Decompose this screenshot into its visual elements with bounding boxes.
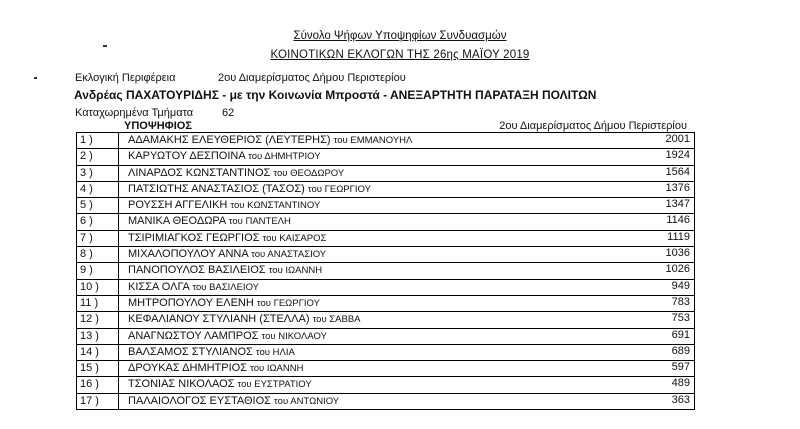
table-row	[76, 329, 695, 345]
column-divider	[118, 394, 119, 409]
candidate-name	[128, 167, 344, 179]
candidate-name	[128, 199, 320, 211]
candidate-surname-given: ΤΣΙΡΙΜΙΑΓΚΟΣ ΓΕΩΡΓΙΟΣ	[128, 231, 260, 244]
row-number: 15 )	[80, 362, 99, 375]
table-body	[76, 133, 695, 410]
scan-speck	[34, 77, 37, 79]
candidate-name	[128, 248, 326, 260]
column-divider	[118, 247, 119, 262]
row-number: 12 )	[80, 313, 99, 326]
column-divider	[118, 198, 119, 213]
table-row	[76, 231, 695, 247]
vote-count: 363	[671, 393, 690, 406]
candidate-surname-given: ΜΑΝΙΚΑ ΘΕΟΔΩΡΑ	[128, 215, 226, 228]
candidate-name	[128, 346, 295, 358]
table-row	[76, 198, 695, 214]
candidate-surname-given: ΡΟΥΣΣΗ ΑΓΓΕΛΙΚΗ	[128, 199, 228, 212]
column-divider	[118, 231, 119, 246]
candidate-patronymic: του ΣΑΒΒΑ	[312, 314, 361, 326]
counted-sections-value: 62	[222, 107, 235, 119]
vote-count: 1026	[665, 263, 690, 276]
candidate-patronymic: του ΔΗΜΗΤΡΙΟΥ	[248, 151, 321, 163]
candidate-name	[128, 215, 291, 227]
row-number: 6 )	[80, 215, 93, 228]
row-number: 7 )	[80, 231, 93, 244]
row-number: 10 )	[80, 280, 99, 293]
candidate-patronymic: του ΘΕΟΔΩΡΟΥ	[273, 167, 345, 179]
candidate-name	[128, 150, 321, 162]
candidate-name	[128, 281, 259, 293]
table-row	[76, 280, 695, 296]
table-row	[76, 394, 695, 410]
table-header	[76, 120, 695, 133]
vote-count: 949	[671, 279, 690, 292]
table-row	[76, 345, 695, 361]
row-number: 16 )	[80, 378, 99, 391]
candidate-name	[128, 264, 322, 276]
candidate-patronymic: του ΓΕΩΡΓΙΟΥ	[256, 297, 320, 309]
column-divider	[118, 166, 119, 181]
table-row	[76, 361, 695, 377]
table-row	[76, 149, 695, 165]
row-number: 17 )	[80, 394, 99, 407]
column-header-area: 2ου Διαμερίσματος Δήμου Περιστερίου	[499, 120, 687, 132]
candidate-patronymic: του ΑΝΤΩΝΙΟΥ	[274, 395, 340, 407]
table-row	[76, 166, 695, 182]
counted-sections-label: Καταχωρημένα Τμήματα	[75, 107, 194, 119]
candidate-patronymic: του ΕΜΜΑΝΟΥΗΛ	[333, 135, 413, 146]
candidate-patronymic: του ΚΩΝΣΤΑΝΤΙΝΟΥ	[230, 200, 321, 212]
candidate-name	[128, 183, 371, 195]
column-divider	[118, 149, 119, 164]
vote-count: 1924	[665, 149, 690, 162]
candidate-surname-given: ΔΡΟΥΚΑΣ ΔΗΜΗΤΡΙΟΣ	[128, 362, 248, 375]
column-divider	[118, 263, 119, 278]
vote-count: 783	[671, 295, 690, 308]
party-name: Ανδρέας ΠΑΧΑΤΟΥΡΙΔΗΣ - με την Κοινωνία Μπροστά - ΑΝΕΞΑΡΤΗΤΗ ΠΑΡΑΤΑΞΗ ΠΟΛΙΤΩΝ	[74, 88, 597, 102]
table-row	[76, 214, 695, 230]
column-divider	[118, 377, 119, 392]
column-divider	[118, 133, 119, 148]
column-divider	[118, 214, 119, 229]
vote-count: 753	[671, 312, 690, 325]
candidate-patronymic: του ΚΑΙΣΑΡΟΣ	[262, 232, 327, 244]
results-table	[76, 120, 695, 410]
candidate-surname-given: ΚΕΦΑΛΙΑΝΟΥ ΣΤΥΛΙΑΝΗ (ΣΤΕΛΛΑ)	[128, 313, 310, 326]
region-label: Εκλογική Περιφέρεια	[75, 72, 176, 84]
table-row	[76, 312, 695, 328]
table-row	[76, 182, 695, 198]
row-number: 11 )	[80, 296, 99, 309]
vote-count: 1146	[666, 214, 690, 227]
candidate-surname-given: ΒΑΛΣΑΜΟΣ ΣΤΥΛΙΑΝΟΣ	[128, 345, 253, 358]
candidate-patronymic: του ΓΕΩΡΓΙΟΥ	[307, 183, 371, 195]
candidate-surname-given: ΚΑΡΥΩΤΟΥ ΔΕΣΠΟΙΝΑ	[128, 150, 246, 163]
candidate-name	[128, 297, 320, 309]
candidate-name	[128, 330, 327, 342]
column-header-candidate: ΥΠΟΨΗΦΙΟΣ	[124, 120, 192, 132]
vote-count: 597	[671, 361, 690, 374]
candidate-patronymic: του ΙΩΑΝΝΗ	[250, 363, 304, 375]
candidate-name	[128, 362, 303, 374]
candidate-surname-given: ΜΗΤΡΟΠΟΥΛΟΥ ΕΛΕΝΗ	[128, 296, 254, 309]
candidate-surname-given: ΠΑΤΣΙΩΤΗΣ ΑΝΑΣΤΑΣΙΟΣ (ΤΑΣΟΣ)	[128, 182, 305, 195]
table-row	[76, 133, 695, 149]
candidate-surname-given: ΤΣΟΝΙΑΣ ΝΙΚΟΛΑΟΣ	[128, 378, 235, 391]
row-number: 4 )	[80, 182, 93, 195]
vote-count: 691	[671, 328, 690, 341]
vote-count: 1564	[665, 165, 690, 178]
vote-count: 1347	[665, 198, 690, 211]
row-number: 1 )	[80, 134, 93, 146]
candidate-name	[128, 313, 361, 325]
candidate-surname-given: ΑΝΑΓΝΩΣΤΟΥ ΛΑΜΠΡΟΣ	[128, 329, 259, 342]
candidate-name	[128, 134, 412, 146]
candidate-surname-given: ΛΙΝΑΡΔΟΣ ΚΩΝΣΤΑΝΤΙΝΟΣ	[128, 166, 271, 179]
candidate-surname-given: ΠΑΛΑΙΟΛΟΓΟΣ ΕΥΣΤΑΘΙΟΣ	[128, 394, 271, 407]
candidate-patronymic: του ΕΥΣΤΡΑΤΙΟΥ	[237, 379, 312, 391]
candidate-surname-given: ΚΙΣΣΑ ΟΛΓΑ	[128, 280, 190, 293]
column-divider	[118, 296, 119, 311]
row-number: 2 )	[80, 150, 93, 163]
candidate-name	[128, 378, 312, 390]
row-number: 14 )	[80, 345, 99, 358]
column-divider	[118, 182, 119, 197]
candidate-patronymic: του ΗΛΙΑ	[255, 346, 295, 358]
candidate-patronymic: του ΑΝΑΣΤΑΣΙΟΥ	[251, 249, 327, 261]
row-number: 8 )	[80, 248, 93, 261]
vote-count: 1119	[667, 230, 690, 243]
table-row	[76, 377, 695, 393]
row-number: 13 )	[80, 329, 99, 342]
candidate-patronymic: του ΠΑΝΤΕΛΗ	[228, 216, 291, 228]
table-row	[76, 263, 695, 279]
document-subtitle: ΚΟΙΝΟΤΙΚΩΝ ΕΚΛΟΓΩΝ ΤΗΣ 26ης ΜΑΪΟΥ 2019	[270, 49, 530, 61]
row-number: 9 )	[80, 264, 93, 277]
vote-count: 1376	[665, 181, 690, 194]
column-divider	[118, 361, 119, 376]
column-divider	[118, 345, 119, 360]
column-divider	[118, 329, 119, 344]
vote-count: 2001	[665, 133, 690, 145]
candidate-name	[128, 232, 326, 244]
vote-count: 489	[671, 377, 690, 390]
column-divider	[118, 280, 119, 295]
candidate-surname-given: ΠΑΝΟΠΟΥΛΟΣ ΒΑΣΙΛΕΙΟΣ	[128, 264, 266, 277]
region-value: 2ου Διαμερίσματος Δήμου Περιστερίου	[218, 72, 406, 84]
document-title: Σύνολο Ψήφων Υποψηφίων Συνδυασμών	[293, 30, 507, 42]
row-number: 5 )	[80, 199, 93, 212]
candidate-patronymic: του ΒΑΣΙΛΕΙΟΥ	[192, 281, 259, 293]
row-number: 3 )	[80, 166, 93, 179]
table-row	[76, 296, 695, 312]
vote-count: 1036	[665, 247, 690, 260]
candidate-surname-given: ΑΔΑΜΑΚΗΣ ΕΛΕΥΘΕΡΙΟΣ (ΛΕΥΤΕΡΗΣ)	[128, 134, 331, 146]
candidate-patronymic: του ΝΙΚΟΛΑΟΥ	[261, 330, 327, 342]
vote-count: 689	[671, 344, 690, 357]
candidate-surname-given: ΜΙΧΑΛΟΠΟΥΛΟΥ ΑΝΝΑ	[128, 248, 249, 261]
candidate-patronymic: του ΙΩΑΝΝΗ	[268, 265, 323, 277]
column-divider	[118, 312, 119, 327]
scan-speck	[103, 45, 107, 47]
candidate-name	[128, 395, 339, 407]
table-row	[76, 247, 695, 263]
